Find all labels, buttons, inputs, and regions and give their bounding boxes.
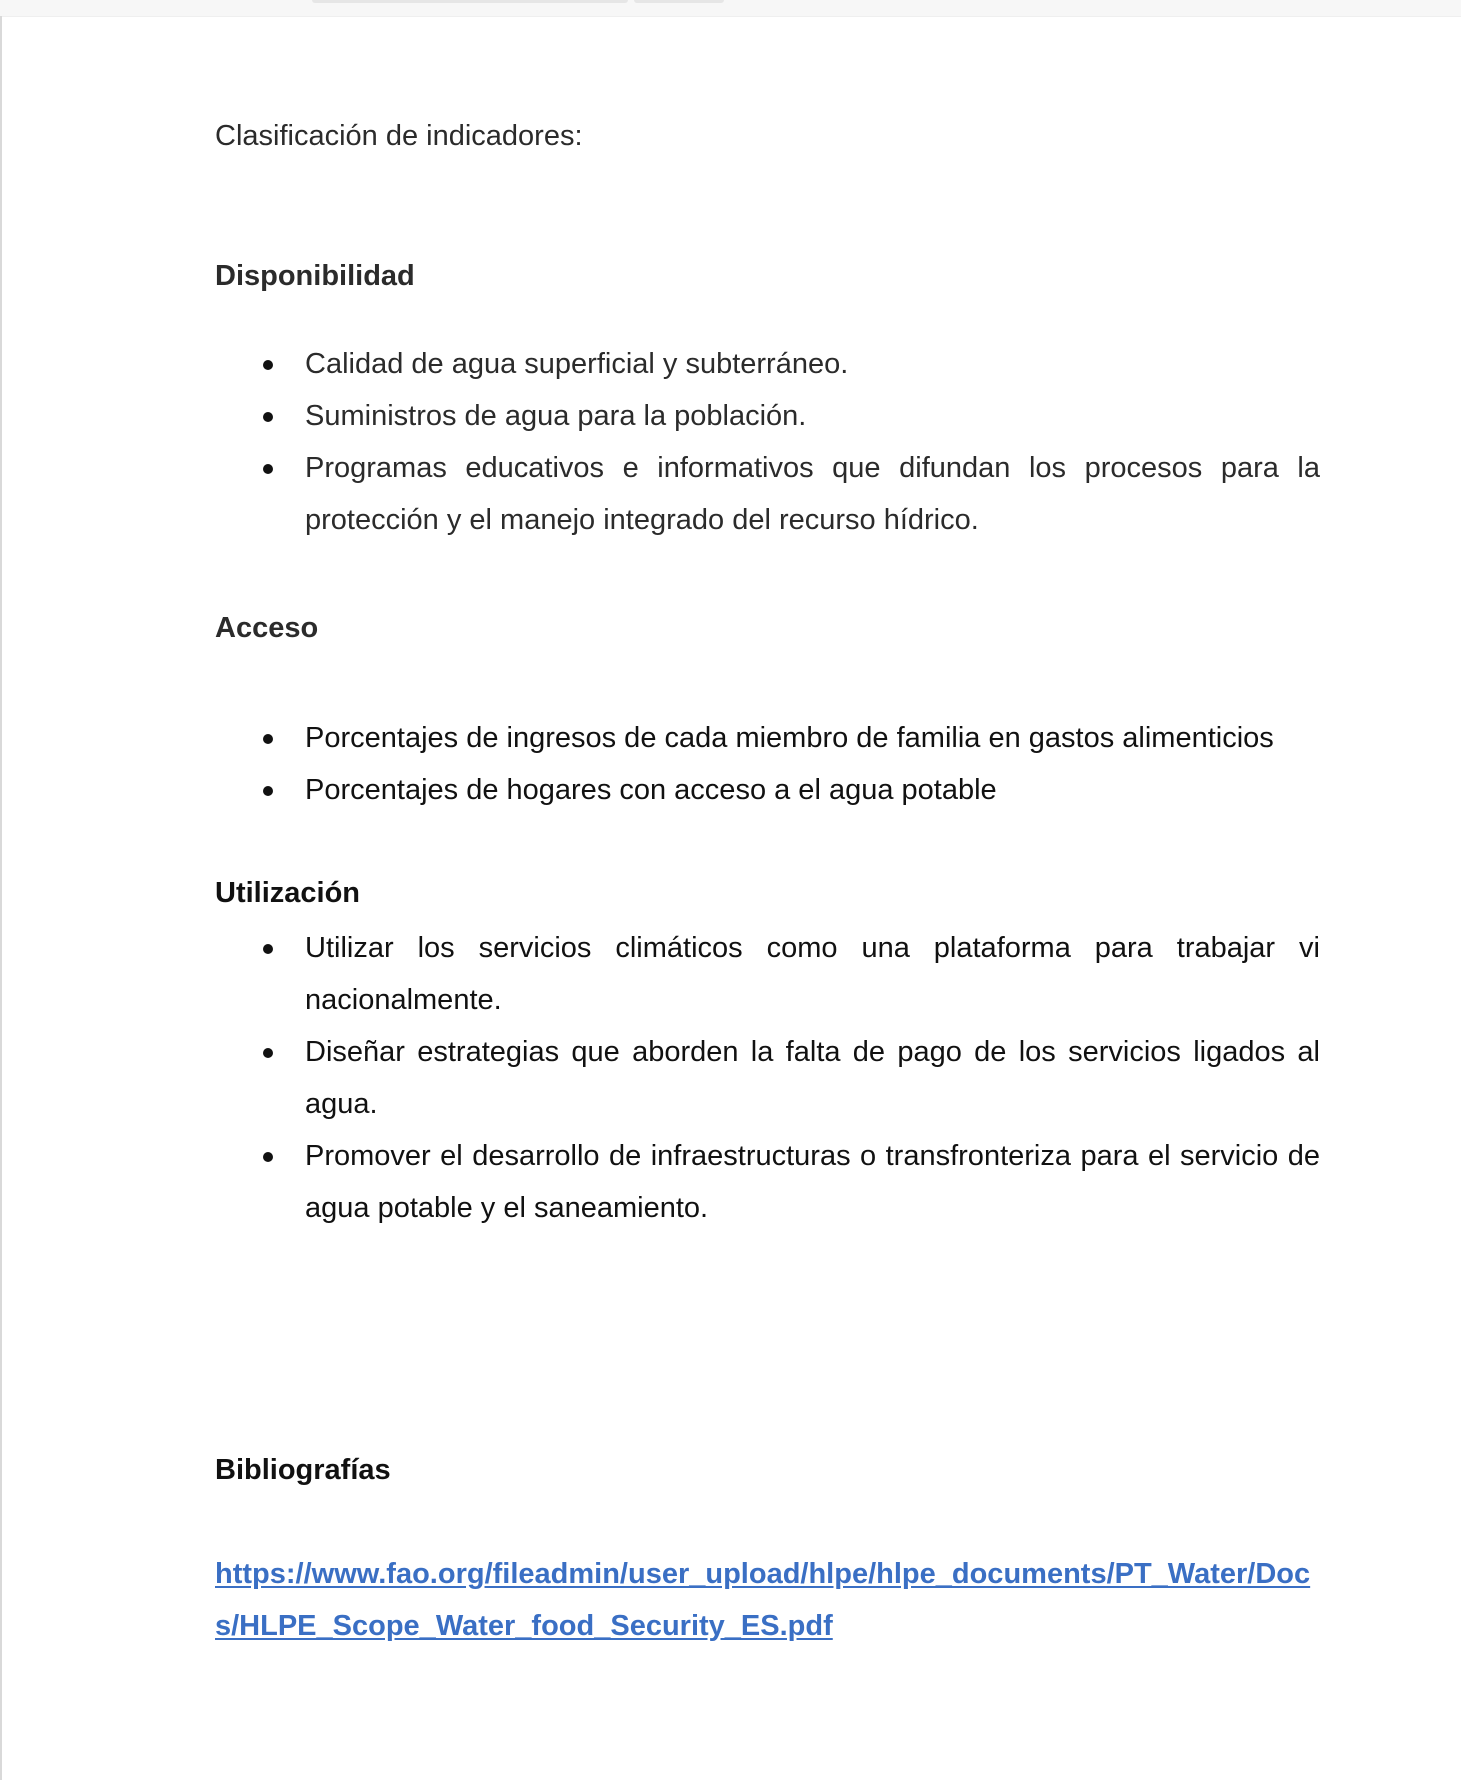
bibliography-link[interactable]: https://www.fao.org/fileadmin/user_upload/hlpe/hlpe_documents/PT_Water/Docs/HLPE_Scope_Water_food_Security_ES.pdf bbox=[215, 1558, 1311, 1642]
bullet-icon bbox=[263, 944, 273, 954]
bullet-icon bbox=[263, 360, 273, 370]
list-item: Calidad de agua superficial y subterráneo. bbox=[215, 338, 1320, 390]
list-item: Porcentajes de ingresos de cada miembro de familia en gastos alimenticios bbox=[215, 712, 1320, 764]
list-item: Programas educativos e informativos que difundan los procesos para la protección y el manejo integrado del recurso hídrico. bbox=[215, 442, 1320, 546]
bullet-icon bbox=[263, 1152, 273, 1162]
list-item: Promover el desarrollo de infraestructuras o transfronteriza para el servicio de agua potable y el saneamiento. bbox=[215, 1130, 1320, 1234]
section-heading-disponibilidad: Disponibilidad bbox=[215, 260, 415, 292]
browser-top-bar bbox=[0, 0, 1461, 17]
bullet-icon bbox=[263, 1048, 273, 1058]
page-left-border bbox=[0, 16, 2, 1780]
list-item: Suministros de agua para la población. bbox=[215, 390, 1320, 442]
list-item: Diseñar estrategias que aborden la falta de pago de los servicios ligados al agua. bbox=[215, 1026, 1320, 1130]
bullet-icon bbox=[263, 412, 273, 422]
utilizacion-list bbox=[215, 922, 1320, 1234]
toolbar-tab[interactable] bbox=[312, 0, 628, 3]
section-heading-acceso: Acceso bbox=[215, 612, 319, 644]
bullet-icon bbox=[263, 464, 273, 474]
bibliography-heading: Bibliografías bbox=[215, 1454, 391, 1486]
section-heading-utilizacion: Utilización bbox=[215, 877, 361, 909]
bullet-icon bbox=[263, 786, 273, 796]
acceso-list bbox=[215, 712, 1320, 816]
bullet-icon bbox=[263, 734, 273, 744]
list-item: Utilizar los servicios climáticos como una plataforma para trabajar vi nacionalmente. bbox=[215, 922, 1320, 1026]
list-item: Porcentajes de hogares con acceso a el agua potable bbox=[215, 764, 1320, 816]
intro-text: Clasificación de indicadores: bbox=[215, 120, 583, 152]
toolbar-tab[interactable] bbox=[634, 0, 724, 3]
disponibilidad-list bbox=[215, 338, 1320, 546]
